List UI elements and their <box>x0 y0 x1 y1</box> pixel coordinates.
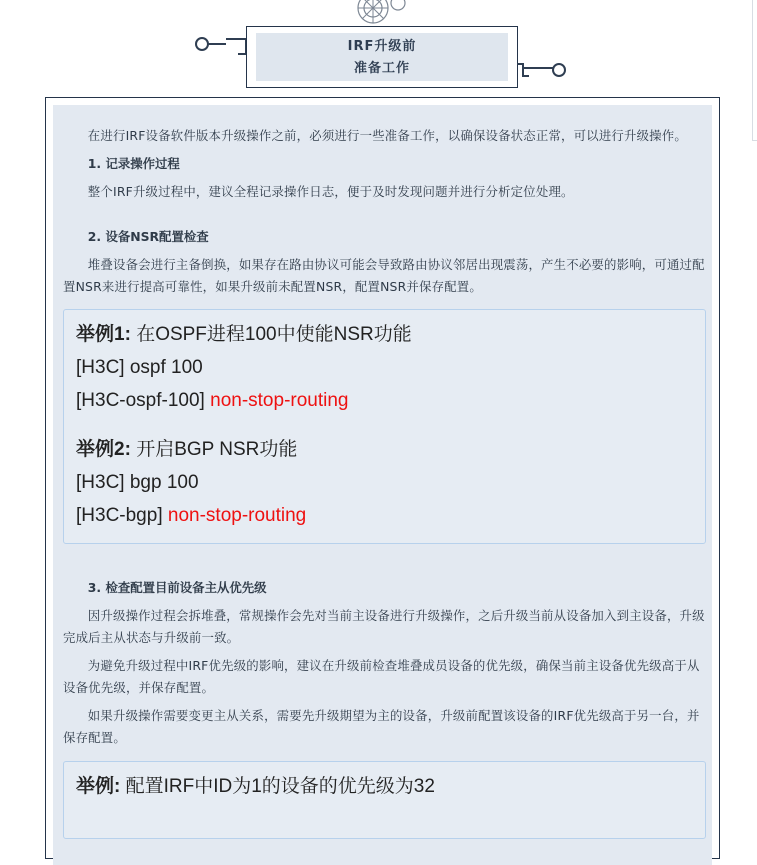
example-priority-title <box>76 770 693 803</box>
example-1-line-1: [H3C] ospf 100 <box>76 357 203 378</box>
section-3-paragraph-2: 为避免升级过程中IRF优先级的影响，建议在升级前检查堆叠成员设备的优先级，确保当前主设备优先级高于从设备优先级，并保存配置。 <box>63 658 700 695</box>
intro-paragraph: 在进行IRF设备软件版本升级操作之前，必须进行一些准备工作，以确保设备状态正常，可以进行升级操作。 <box>87 128 687 143</box>
example-1-title <box>76 318 693 351</box>
example-1-label: 举例1: <box>76 324 131 345</box>
section-1-text: 整个IRF升级过程中，建议全程记录操作日志，便于及时发现问题并进行分析定位处理。 <box>87 184 574 199</box>
example-2-command: non-stop-routing <box>167 505 307 526</box>
section-3-paragraph-1: 因升级操作过程会拆堆叠，常规操作会先对当前主设备进行升级操作，之后升级当前从设备加入到主设备，升级完成后主从状态与升级前一致。 <box>63 608 705 645</box>
example-1-line-2 <box>76 384 693 417</box>
content-panel-inner <box>53 105 712 865</box>
example-1-command: non-stop-routing <box>210 390 349 411</box>
connector-right-icon <box>517 62 573 82</box>
example-priority-label: 举例: <box>76 776 121 797</box>
title-line-2: 准备工作 <box>353 61 410 76</box>
section-2-text: 堆叠设备会进行主备倒换，如果存在路由协议可能会导致路由协议邻居出现震荡，产生不必要的影响，可通过配置NSR来进行提高可靠性，如果升级前未配置NSR，配置NSR并保存配置。 <box>63 257 705 294</box>
article-body <box>63 125 706 839</box>
example-priority-desc: 配置IRF中ID为1的设备的优先级为32 <box>125 776 435 797</box>
code-example-box-nsr <box>63 309 706 544</box>
example-1-line-2-prefix: [H3C-ospf-100] <box>76 390 205 411</box>
section-3-paragraph-3: 如果升级操作需要变更主从关系，需要先升级期望为主的设备，升级前配置该设备的IRF优先级高于另一台，并保存配置。 <box>63 708 700 745</box>
title-header <box>0 0 757 100</box>
code-example-box-priority <box>63 761 706 839</box>
example-2-title <box>76 433 693 466</box>
example-2-line-1: [H3C] bgp 100 <box>76 472 199 493</box>
section-1-heading: 1. 记录操作过程 <box>87 156 180 171</box>
title-box <box>246 26 518 88</box>
connector-left-icon <box>194 34 250 56</box>
example-2-label: 举例2: <box>76 439 131 460</box>
section-3-heading: 3. 检查配置目前设备主从优先级 <box>87 580 267 595</box>
title-inner <box>256 33 508 81</box>
example-1-desc: 在OSPF进程100中使能NSR功能 <box>136 324 412 345</box>
example-2-line-2-prefix: [H3C-bgp] <box>76 505 163 526</box>
content-panel <box>45 97 720 859</box>
title-line-1: IRF升级前 <box>347 39 417 54</box>
example-2-line-2 <box>76 499 693 532</box>
example-2-desc: 开启BGP NSR功能 <box>136 439 298 460</box>
section-2-heading: 2. 设备NSR配置检查 <box>87 229 209 244</box>
